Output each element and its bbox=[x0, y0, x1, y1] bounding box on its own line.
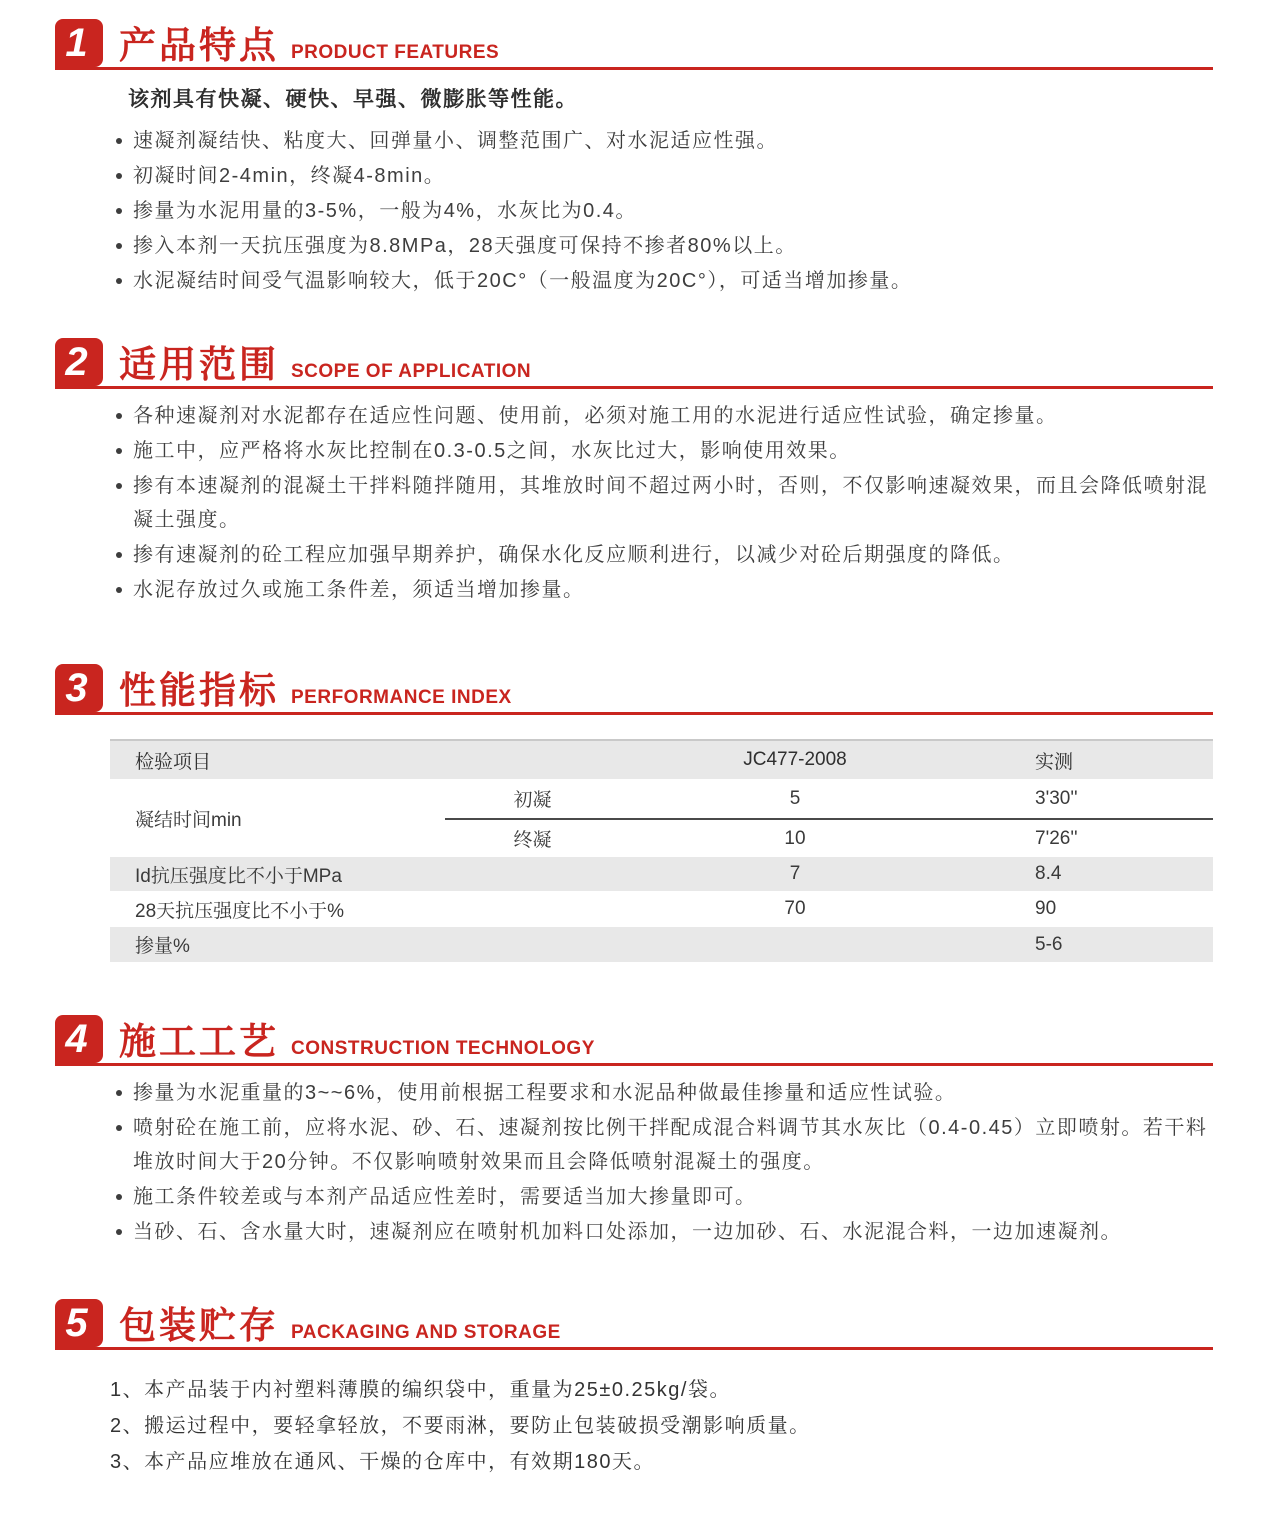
cell-measured-value: 8.4 bbox=[1035, 863, 1062, 884]
section-title-en: SCOPE OF APPLICATION bbox=[291, 361, 532, 382]
section-title-zh: 产品特点 bbox=[119, 25, 279, 66]
row-28d-strength bbox=[110, 891, 1213, 927]
section-3-header bbox=[55, 667, 1213, 715]
cell-sub-label: 终凝 bbox=[513, 830, 552, 851]
list-item: 水泥存放过久或施工条件差，须适当增加掺量。 bbox=[114, 573, 1215, 607]
header-item-label: 检验项目 bbox=[135, 751, 212, 773]
list-item: 3、本产品应堆放在通风、干燥的仓库中，有效期180天。 bbox=[110, 1451, 655, 1473]
setting-time-subrows bbox=[445, 779, 1213, 857]
list-item: 速凝剂凝结快、粘度大、回弹量小、调整范围广、对水泥适应性强。 bbox=[114, 124, 1215, 158]
section-title-zh: 施工工艺 bbox=[119, 1021, 279, 1062]
cell-item-label: 28天抗压强度比不小于% bbox=[135, 900, 345, 922]
cell-item-label: 掺量% bbox=[135, 936, 190, 957]
section-number-badge: 3 bbox=[55, 664, 103, 712]
section-number-badge: 1 bbox=[55, 19, 103, 67]
row-final-setting bbox=[445, 818, 1213, 857]
cell-measured-value: 3'30'' bbox=[1035, 787, 1078, 809]
section-5-header bbox=[55, 1302, 1213, 1350]
list-item: 水泥凝结时间受气温影响较大，低于20C°（一般温度为20C°），可适当增加掺量。 bbox=[114, 264, 1215, 298]
section-1-header bbox=[55, 22, 1213, 70]
section-title-zh: 适用范围 bbox=[119, 344, 279, 385]
bullet-list bbox=[114, 399, 1215, 607]
section-title-en: PACKAGING AND STORAGE bbox=[291, 1322, 561, 1343]
bullet-list bbox=[114, 124, 1215, 298]
row-initial-setting bbox=[445, 779, 1213, 818]
performance-table bbox=[110, 739, 1213, 962]
cell-measured-value: 90 bbox=[1035, 898, 1057, 919]
list-item: 掺有速凝剂的砼工程应加强早期养护，确保水化反应顺利进行，以减少对砼后期强度的降低。 bbox=[114, 538, 1215, 572]
numbered-list bbox=[110, 1372, 1215, 1480]
section-product-features bbox=[0, 0, 1280, 298]
header-standard-label: JC477-2008 bbox=[743, 749, 847, 770]
section-4-header bbox=[55, 1018, 1213, 1066]
cell-standard-value: 5 bbox=[789, 787, 801, 809]
list-item: 各种速凝剂对水泥都存在适应性问题、使用前，必须对施工用的水泥进行适应性试验，确定掺量。 bbox=[114, 399, 1215, 433]
list-item: 掺入本剂一天抗压强度为8.8MPa，28天强度可保持不掺者80%以上。 bbox=[114, 229, 1215, 263]
section-number-badge: 4 bbox=[55, 1015, 103, 1063]
list-item: 施工条件较差或与本剂产品适应性差时，需要适当加大掺量即可。 bbox=[114, 1180, 1215, 1214]
cell-standard-value: 10 bbox=[784, 827, 806, 849]
list-item: 掺有本速凝剂的混凝土干拌料随拌随用，其堆放时间不超过两小时，否则，不仅影响速凝效果，而且会降低喷射混凝土强度。 bbox=[114, 469, 1215, 537]
section-title-zh: 包装贮存 bbox=[119, 1305, 279, 1346]
list-item: 喷射砼在施工前，应将水泥、砂、石、速凝剂按比例干拌配成混合料调节其水灰比（0.4-0.45）立即喷射。若干料堆放时间大于20分钟。不仅影响喷射效果而且会降低喷射混凝土的强度。 bbox=[114, 1111, 1215, 1179]
section-construction-technology bbox=[0, 1018, 1280, 1249]
feature-intro: 该剂具有快凝、硬快、早强、微膨胀等性能。 bbox=[128, 88, 578, 111]
table-header-row bbox=[110, 741, 1213, 779]
section-packaging-and-storage bbox=[0, 1302, 1280, 1480]
bullet-list bbox=[114, 1076, 1215, 1249]
list-item: 掺量为水泥重量的3~~6%，使用前根据工程要求和水泥品种做最佳掺量和适应性试验。 bbox=[114, 1076, 1215, 1110]
section-title-en: CONSTRUCTION TECHNOLOGY bbox=[291, 1038, 595, 1059]
cell-item-label: 凝结时间min bbox=[135, 809, 242, 831]
list-item: 2、搬运过程中，要轻拿轻放，不要雨淋，要防止包装破损受潮影响质量。 bbox=[110, 1415, 811, 1437]
list-item: 当砂、石、含水量大时，速凝剂应在喷射机加料口处添加，一边加砂、石、水泥混合料，一边加速凝剂。 bbox=[114, 1215, 1215, 1249]
row-setting-time bbox=[110, 779, 1213, 857]
cell-measured-value: 5-6 bbox=[1035, 933, 1063, 955]
section-number-badge: 5 bbox=[55, 1299, 103, 1347]
cell-sub-label: 初凝 bbox=[513, 790, 552, 811]
cell-standard-value: 7 bbox=[789, 863, 801, 884]
row-1d-strength bbox=[110, 857, 1213, 891]
section-2-header bbox=[55, 341, 1213, 389]
cell-standard-value: 70 bbox=[784, 898, 806, 919]
list-item: 1、本产品装于内衬塑料薄膜的编织袋中，重量为25±0.25kg/袋。 bbox=[110, 1379, 731, 1401]
cell-item-label: Id抗压强度比不小于MPa bbox=[135, 865, 342, 887]
section-title-zh: 性能指标 bbox=[119, 670, 279, 711]
list-item: 施工中，应严格将水灰比控制在0.3-0.5之间，水灰比过大，影响使用效果。 bbox=[114, 434, 1215, 468]
section-scope-of-application bbox=[0, 341, 1280, 607]
cell-measured-value: 7'26'' bbox=[1035, 827, 1078, 849]
section-title-en: PERFORMANCE INDEX bbox=[291, 687, 512, 708]
list-item: 初凝时间2-4min，终凝4-8min。 bbox=[114, 159, 1215, 193]
section-number-badge: 2 bbox=[55, 338, 103, 386]
section-title-en: PRODUCT FEATURES bbox=[291, 42, 500, 63]
list-item: 掺量为水泥用量的3-5%，一般为4%，水灰比为0.4。 bbox=[114, 194, 1215, 228]
header-measured-label: 实测 bbox=[1035, 751, 1074, 773]
section-performance-index bbox=[0, 667, 1280, 962]
row-dosage bbox=[110, 927, 1213, 962]
